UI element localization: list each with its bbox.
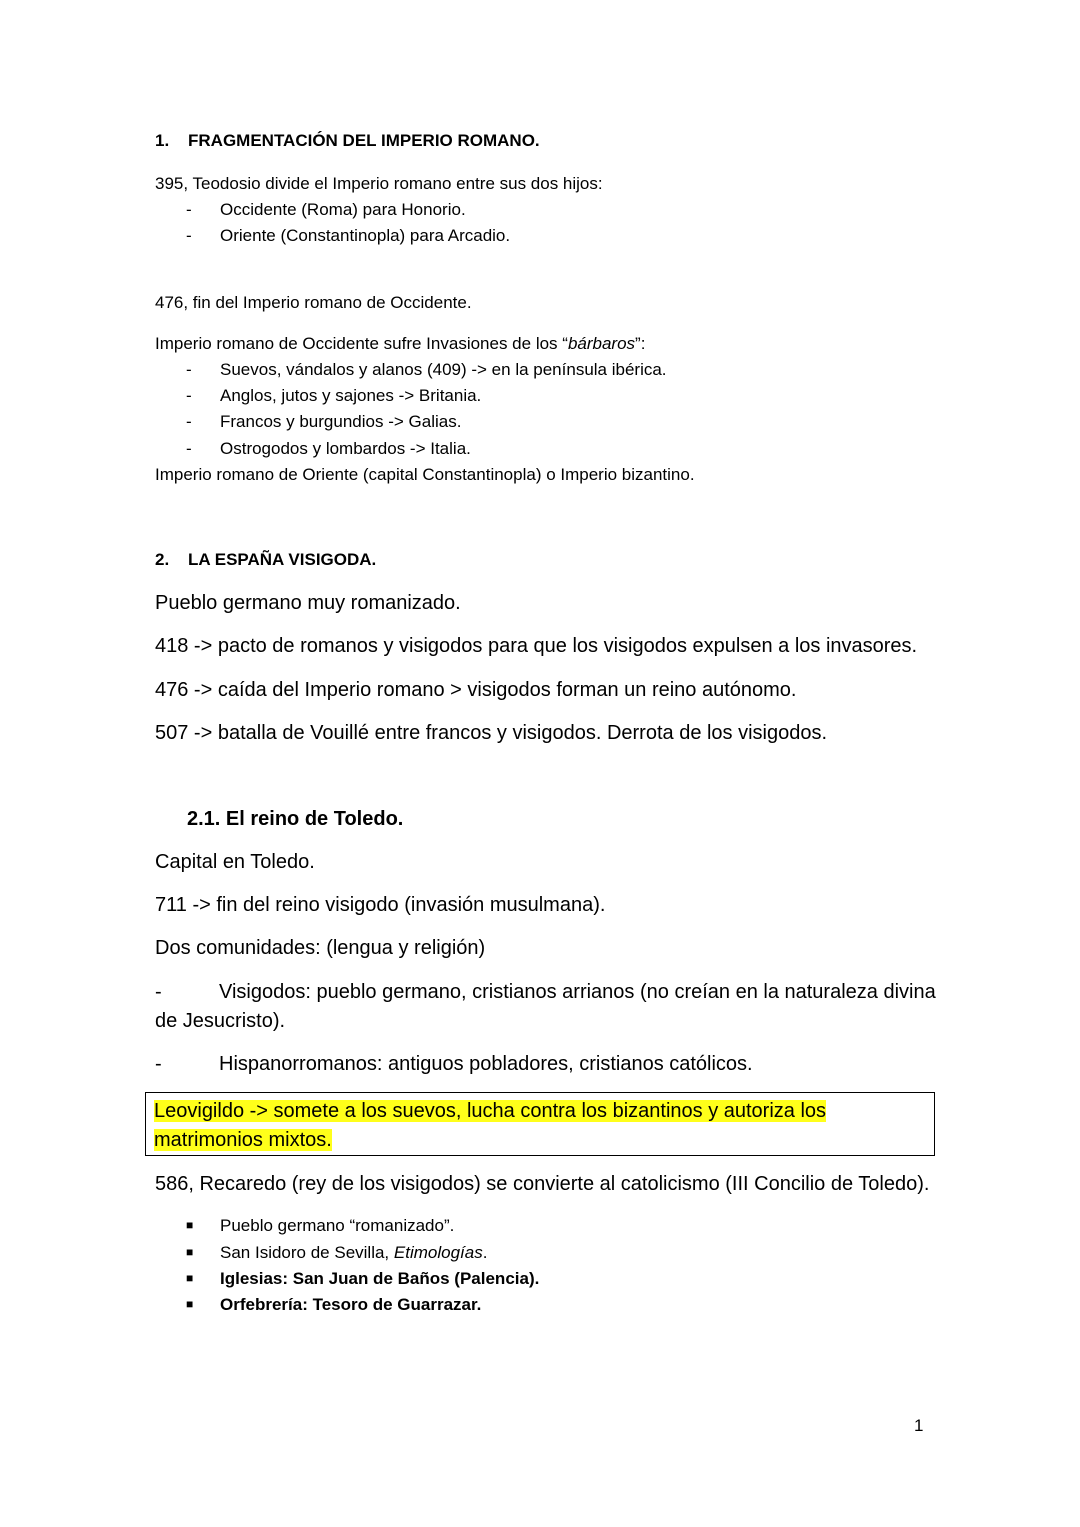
text-run: Imperio romano de Occidente sufre Invasiones de los “ bbox=[155, 334, 568, 353]
list-dash: - bbox=[186, 226, 192, 245]
bullet-square: ■ bbox=[186, 1245, 194, 1259]
bullet-square: ■ bbox=[186, 1297, 194, 1311]
paragraph-invasiones bbox=[155, 334, 645, 354]
highlight-box bbox=[145, 1092, 935, 1156]
paragraph-476: 476, fin del Imperio romano de Occidente. bbox=[155, 293, 472, 312]
section-2-number: 2. bbox=[155, 550, 170, 569]
section-1-number: 1. bbox=[155, 131, 170, 150]
list-dash: - bbox=[155, 1053, 162, 1075]
paragraph: Pueblo germano muy romanizado. bbox=[155, 592, 461, 614]
text-run: San Isidoro de Sevilla, bbox=[220, 1243, 394, 1262]
section-1-heading bbox=[155, 131, 540, 151]
highlighted-text: Leovigildo -> somete a los suevos, lucha contra los bizantinos y autoriza los matrimonios mixtos. bbox=[154, 1100, 827, 1151]
list-dash: - bbox=[186, 360, 192, 379]
list-item: Ostrogodos y lombardos -> Italia. bbox=[220, 439, 471, 458]
bullet-item: Orfebrería: Tesoro de Guarrazar. bbox=[220, 1295, 482, 1314]
list-dash: - bbox=[186, 439, 192, 458]
list-item-hispanorromanos: Hispanorromanos: antiguos pobladores, cristianos católicos. bbox=[219, 1053, 753, 1075]
paragraph-teodosio: 395, Teodosio divide el Imperio romano entre sus dos hijos: bbox=[155, 174, 603, 193]
bullet-square: ■ bbox=[186, 1271, 194, 1285]
list-item-visigodos-line2: de Jesucristo). bbox=[155, 1010, 286, 1032]
list-item: Occidente (Roma) para Honorio. bbox=[220, 200, 466, 219]
paragraph: 418 -> pacto de romanos y visigodos para que los visigodos expulsen a los invasores. bbox=[155, 635, 918, 657]
italic-run: Etimologías bbox=[393, 1243, 483, 1262]
paragraph-oriente: Imperio romano de Oriente (capital Constantinopla) o Imperio bizantino. bbox=[155, 465, 695, 484]
paragraph: 711 -> fin del reino visigodo (invasión musulmana). bbox=[155, 894, 606, 916]
list-dash: - bbox=[155, 981, 162, 1003]
list-item-visigodos-line1: Visigodos: pueblo germano, cristianos arrianos (no creían en la naturaleza divina bbox=[219, 981, 936, 1003]
text-run: ”: bbox=[635, 334, 646, 353]
list-item: Oriente (Constantinopla) para Arcadio. bbox=[220, 226, 511, 245]
paragraph: Dos comunidades: (lengua y religión) bbox=[155, 937, 486, 959]
bullet-item: Iglesias: San Juan de Baños (Palencia). bbox=[220, 1269, 540, 1288]
highlight-text-container bbox=[154, 1097, 929, 1155]
list-dash: - bbox=[186, 200, 192, 219]
paragraph-recaredo: 586, Recaredo (rey de los visigodos) se convierte al catolicismo (III Concilio de Toledo). bbox=[155, 1173, 930, 1195]
bullet-item: Pueblo germano “romanizado”. bbox=[220, 1216, 455, 1235]
list-item: Suevos, vándalos y alanos (409) -> en la península ibérica. bbox=[220, 360, 667, 379]
list-dash: - bbox=[186, 386, 192, 405]
paragraph: 507 -> batalla de Vouillé entre francos y visigodos. Derrota de los visigodos. bbox=[155, 722, 828, 744]
list-dash: - bbox=[186, 412, 192, 431]
page-number: 1 bbox=[914, 1416, 924, 1435]
paragraph: Capital en Toledo. bbox=[155, 851, 315, 873]
bullet-item bbox=[220, 1243, 487, 1263]
subsection-2-1-title: 2.1. El reino de Toledo. bbox=[187, 808, 404, 830]
italic-run: bárbaros bbox=[567, 334, 636, 353]
list-item: Francos y burgundios -> Galias. bbox=[220, 412, 462, 431]
list-item: Anglos, jutos y sajones -> Britania. bbox=[220, 386, 482, 405]
section-2-title: LA ESPAÑA VISIGODA. bbox=[188, 550, 377, 569]
text-run: . bbox=[482, 1243, 488, 1262]
bullet-square: ■ bbox=[186, 1218, 194, 1232]
section-1-title: FRAGMENTACIÓN DEL IMPERIO ROMANO. bbox=[188, 131, 540, 150]
section-2-heading bbox=[155, 550, 376, 570]
paragraph: 476 -> caída del Imperio romano > visigodos forman un reino autónomo. bbox=[155, 679, 797, 701]
